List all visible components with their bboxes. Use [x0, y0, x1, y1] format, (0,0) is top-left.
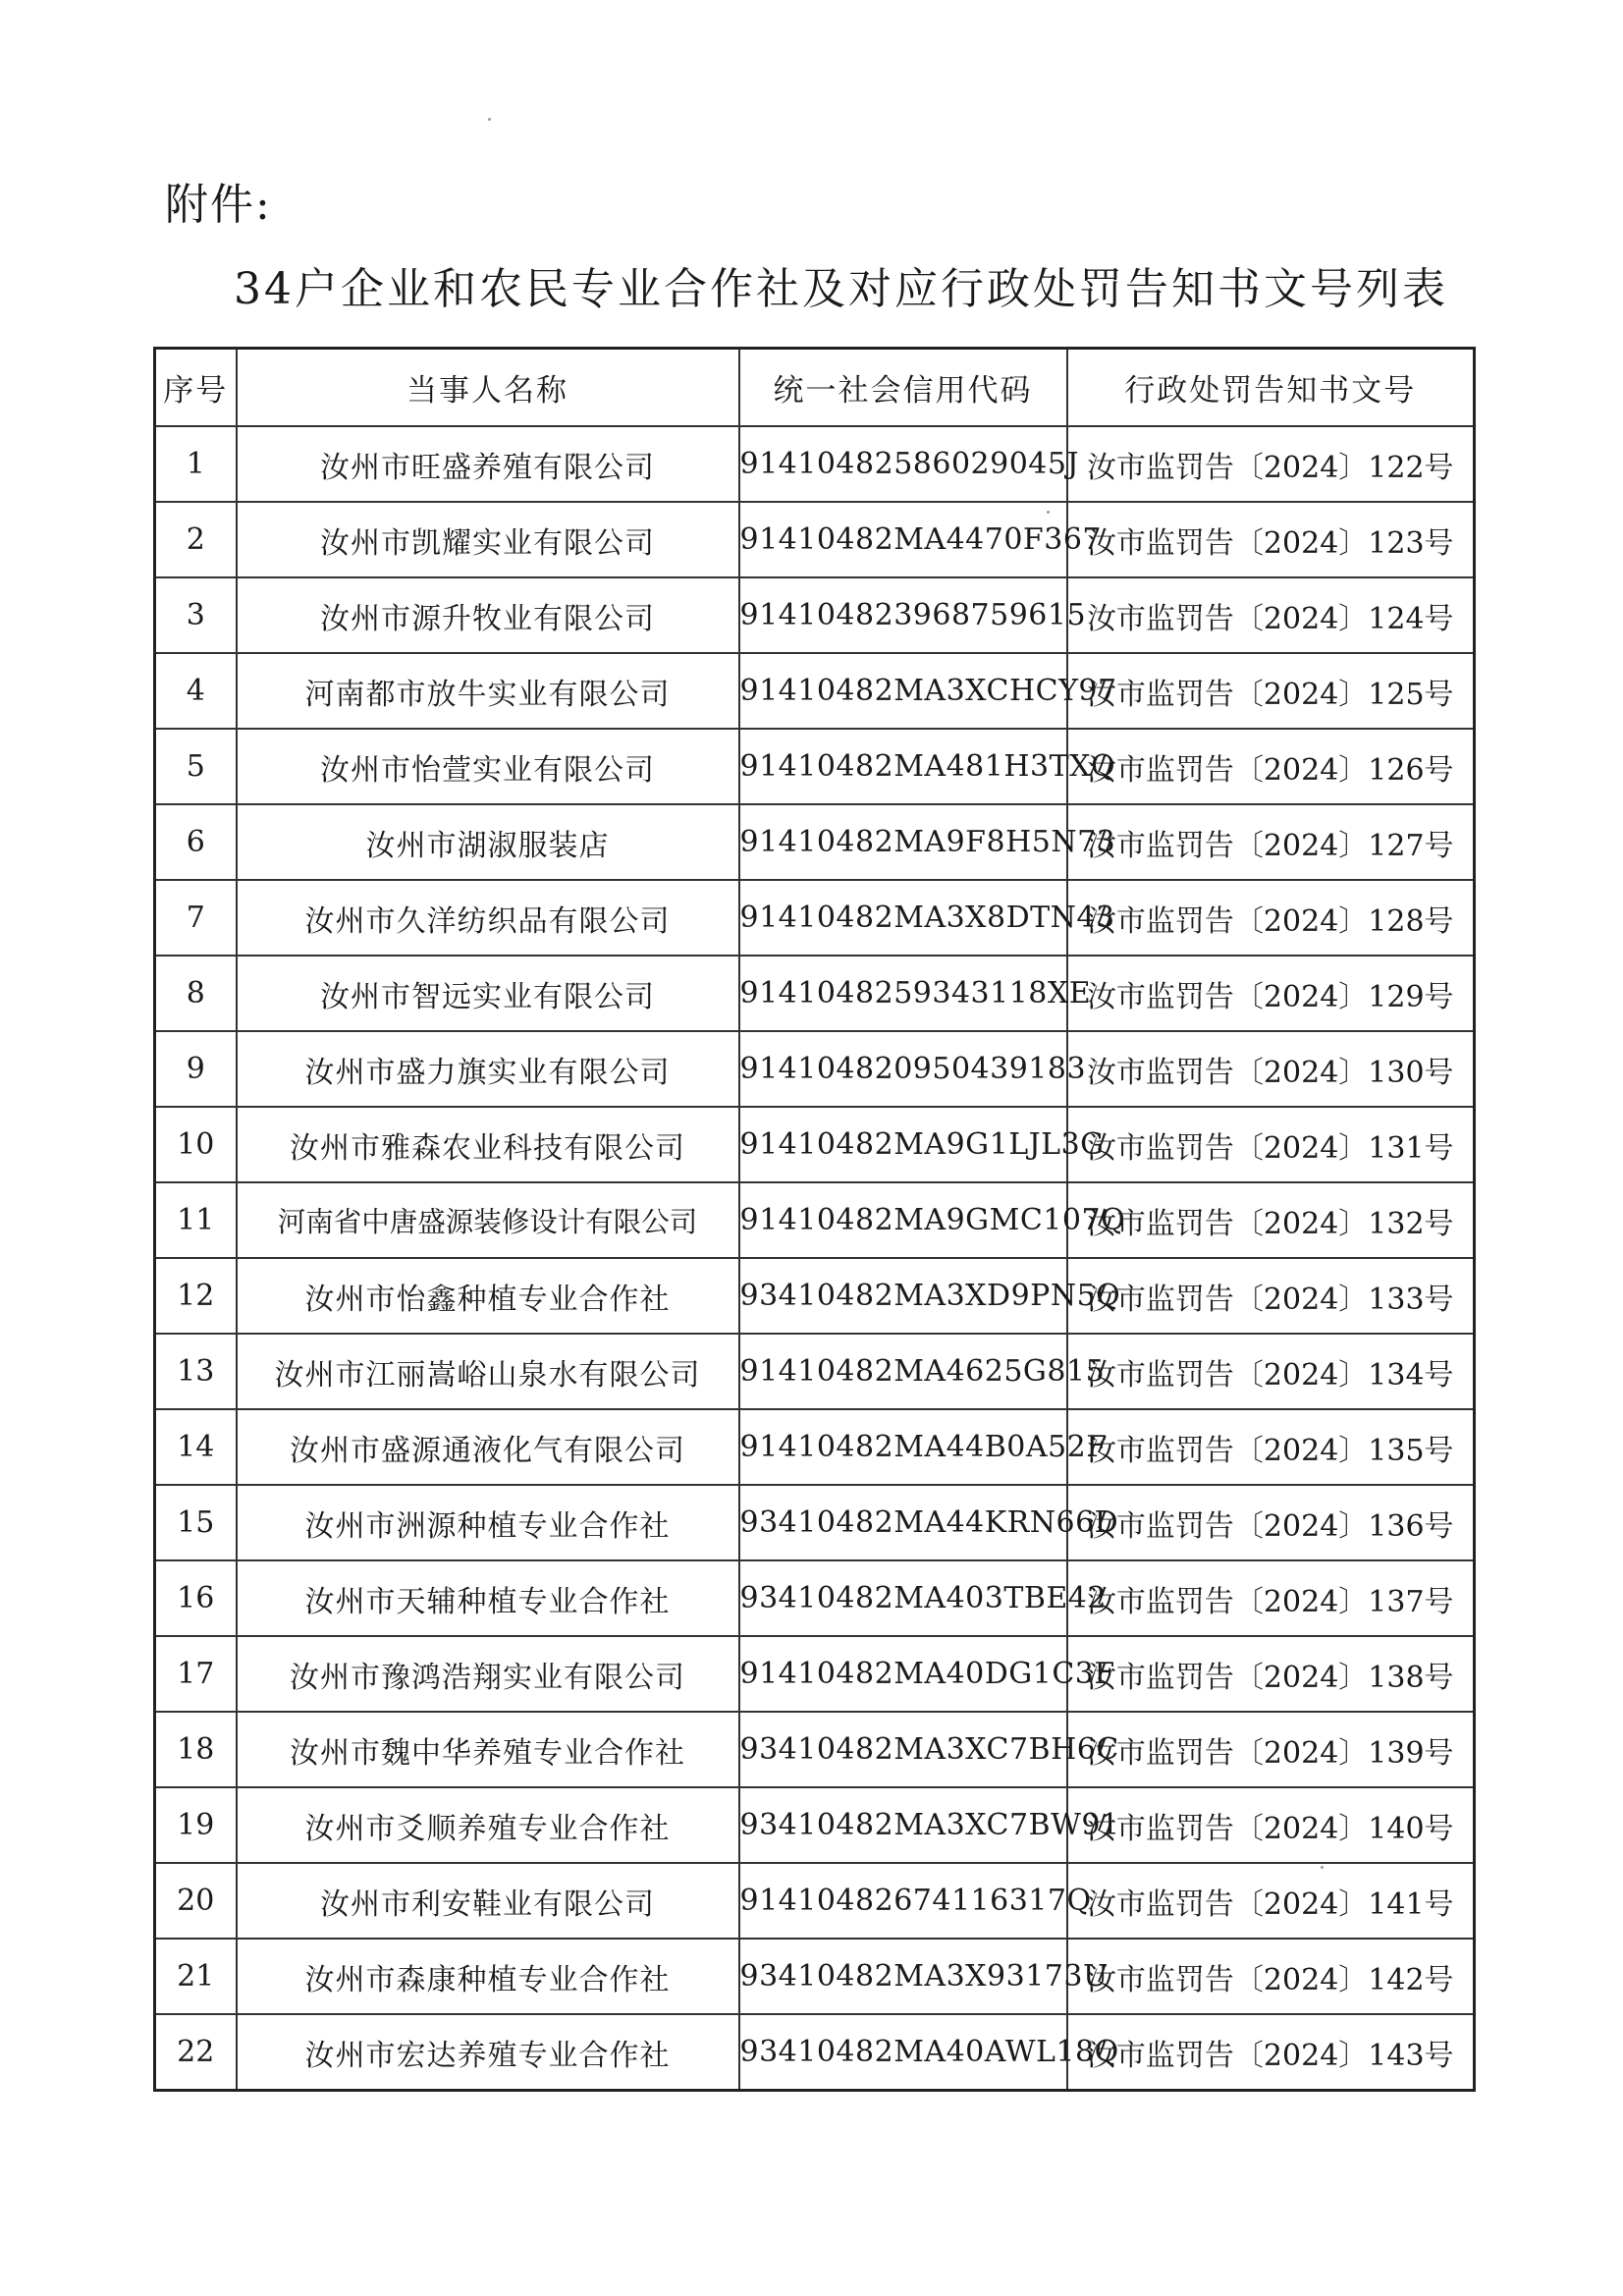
row-party-name: 汝州市爻顺养殖专业合作社 — [237, 1787, 739, 1863]
table-row — [155, 1787, 1475, 1863]
row-party-name: 汝州市江丽嵩峪山泉水有限公司 — [237, 1334, 739, 1409]
row-credit-code: 91410482MA9F8H5N73 — [739, 804, 1067, 880]
row-notice-number: 汝市监罚告〔2024〕124号 — [1067, 577, 1475, 653]
row-notice-number: 汝市监罚告〔2024〕122号 — [1067, 426, 1475, 502]
table-row — [155, 1107, 1475, 1182]
row-notice-number: 汝市监罚告〔2024〕128号 — [1067, 880, 1475, 956]
row-notice-number: 汝市监罚告〔2024〕142号 — [1067, 1939, 1475, 2014]
table-row — [155, 729, 1475, 804]
table-row — [155, 502, 1475, 577]
row-party-name: 汝州市盛源通液化气有限公司 — [237, 1409, 739, 1485]
row-seq: 18 — [155, 1712, 237, 1787]
row-credit-code: 9141048259343118XE — [739, 956, 1067, 1031]
row-notice-number: 汝市监罚告〔2024〕129号 — [1067, 956, 1475, 1031]
row-credit-code: 914104823968759615 — [739, 577, 1067, 653]
row-credit-code: 93410482MA3XC7BH6C — [739, 1712, 1067, 1787]
scan-speck — [1321, 1866, 1324, 1869]
table-row — [155, 1334, 1475, 1409]
table-row — [155, 1939, 1475, 2014]
row-party-name: 汝州市旺盛养殖有限公司 — [237, 426, 739, 502]
row-seq: 11 — [155, 1182, 237, 1258]
row-party-name: 汝州市湖淑服装店 — [237, 804, 739, 880]
table-row — [155, 1636, 1475, 1712]
row-credit-code: 91410482MA9GMC107Q — [739, 1182, 1067, 1258]
row-seq: 10 — [155, 1107, 237, 1182]
scan-speck — [488, 118, 491, 121]
header-credit-code: 统一社会信用代码 — [739, 349, 1067, 427]
header-party-name: 当事人名称 — [237, 349, 739, 427]
row-seq: 19 — [155, 1787, 237, 1863]
row-party-name: 汝州市凯耀实业有限公司 — [237, 502, 739, 577]
row-seq: 20 — [155, 1863, 237, 1939]
row-party-name: 汝州市源升牧业有限公司 — [237, 577, 739, 653]
table-row — [155, 577, 1475, 653]
row-party-name: 汝州市洲源种植专业合作社 — [237, 1485, 739, 1560]
row-party-name: 河南省中唐盛源装修设计有限公司 — [237, 1182, 739, 1258]
table-header-row — [155, 349, 1475, 427]
row-credit-code: 93410482MA3XC7BW91 — [739, 1787, 1067, 1863]
row-credit-code: 91410482MA40DG1C3F — [739, 1636, 1067, 1712]
row-party-name: 汝州市宏达养殖专业合作社 — [237, 2014, 739, 2091]
table-row — [155, 1182, 1475, 1258]
row-credit-code: 914104820950439183 — [739, 1031, 1067, 1107]
table-row — [155, 956, 1475, 1031]
row-credit-code: 91410482MA44B0A52F — [739, 1409, 1067, 1485]
row-seq: 21 — [155, 1939, 237, 2014]
table-row — [155, 1258, 1475, 1334]
row-seq: 13 — [155, 1334, 237, 1409]
row-seq: 14 — [155, 1409, 237, 1485]
table-row — [155, 1031, 1475, 1107]
row-seq: 3 — [155, 577, 237, 653]
row-seq: 15 — [155, 1485, 237, 1560]
row-notice-number: 汝市监罚告〔2024〕132号 — [1067, 1182, 1475, 1258]
row-party-name: 汝州市怡鑫种植专业合作社 — [237, 1258, 739, 1334]
row-notice-number: 汝市监罚告〔2024〕131号 — [1067, 1107, 1475, 1182]
row-seq: 17 — [155, 1636, 237, 1712]
row-credit-code: 91410482674116317Q — [739, 1863, 1067, 1939]
row-seq: 7 — [155, 880, 237, 956]
row-notice-number: 汝市监罚告〔2024〕134号 — [1067, 1334, 1475, 1409]
row-seq: 12 — [155, 1258, 237, 1334]
row-credit-code: 93410482MA403TBE42 — [739, 1560, 1067, 1636]
row-seq: 16 — [155, 1560, 237, 1636]
row-notice-number: 汝市监罚告〔2024〕133号 — [1067, 1258, 1475, 1334]
row-credit-code: 93410482MA3XD9PN5Q — [739, 1258, 1067, 1334]
row-notice-number: 汝市监罚告〔2024〕123号 — [1067, 502, 1475, 577]
table-row — [155, 653, 1475, 729]
row-seq: 1 — [155, 426, 237, 502]
table-row — [155, 1560, 1475, 1636]
row-seq: 4 — [155, 653, 237, 729]
row-notice-number: 汝市监罚告〔2024〕140号 — [1067, 1787, 1475, 1863]
row-party-name: 汝州市怡萱实业有限公司 — [237, 729, 739, 804]
scan-speck — [1047, 511, 1050, 514]
row-notice-number: 汝市监罚告〔2024〕137号 — [1067, 1560, 1475, 1636]
table-row — [155, 1712, 1475, 1787]
row-notice-number: 汝市监罚告〔2024〕136号 — [1067, 1485, 1475, 1560]
row-notice-number: 汝市监罚告〔2024〕127号 — [1067, 804, 1475, 880]
table-row — [155, 880, 1475, 956]
row-credit-code: 93410482MA44KRN66D — [739, 1485, 1067, 1560]
row-notice-number: 汝市监罚告〔2024〕141号 — [1067, 1863, 1475, 1939]
page-title: 34户企业和农民专业合作社及对应行政处罚告知书文号列表 — [234, 264, 1448, 314]
row-notice-number: 汝市监罚告〔2024〕138号 — [1067, 1636, 1475, 1712]
table-row — [155, 2014, 1475, 2091]
table-row — [155, 1485, 1475, 1560]
row-party-name: 汝州市天辅种植专业合作社 — [237, 1560, 739, 1636]
row-notice-number: 汝市监罚告〔2024〕135号 — [1067, 1409, 1475, 1485]
row-party-name: 汝州市智远实业有限公司 — [237, 956, 739, 1031]
row-seq: 22 — [155, 2014, 237, 2091]
row-party-name: 汝州市利安鞋业有限公司 — [237, 1863, 739, 1939]
row-seq: 5 — [155, 729, 237, 804]
row-party-name: 汝州市久洋纺织品有限公司 — [237, 880, 739, 956]
row-credit-code: 93410482MA3X93173U — [739, 1939, 1067, 2014]
row-credit-code: 91410482MA4625G815 — [739, 1334, 1067, 1409]
row-party-name: 汝州市豫鸿浩翔实业有限公司 — [237, 1636, 739, 1712]
row-credit-code: 91410482586029045J — [739, 426, 1067, 502]
row-notice-number: 汝市监罚告〔2024〕139号 — [1067, 1712, 1475, 1787]
row-notice-number: 汝市监罚告〔2024〕125号 — [1067, 653, 1475, 729]
row-seq: 2 — [155, 502, 237, 577]
row-seq: 9 — [155, 1031, 237, 1107]
row-party-name: 汝州市森康种植专业合作社 — [237, 1939, 739, 2014]
row-seq: 8 — [155, 956, 237, 1031]
row-party-name: 河南都市放牛实业有限公司 — [237, 653, 739, 729]
attachment-label: 附件: — [165, 180, 272, 230]
row-party-name: 汝州市盛力旗实业有限公司 — [237, 1031, 739, 1107]
row-party-name: 汝州市魏中华养殖专业合作社 — [237, 1712, 739, 1787]
header-notice-number: 行政处罚告知书文号 — [1067, 349, 1475, 427]
row-notice-number: 汝市监罚告〔2024〕143号 — [1067, 2014, 1475, 2091]
row-party-name: 汝州市雅森农业科技有限公司 — [237, 1107, 739, 1182]
table-row — [155, 804, 1475, 880]
row-seq: 6 — [155, 804, 237, 880]
table-row — [155, 426, 1475, 502]
row-credit-code: 91410482MA4470F367 — [739, 502, 1067, 577]
row-notice-number: 汝市监罚告〔2024〕126号 — [1067, 729, 1475, 804]
table-row — [155, 1409, 1475, 1485]
header-seq: 序号 — [155, 349, 237, 427]
row-credit-code: 91410482MA9G1LJL3G — [739, 1107, 1067, 1182]
table-row — [155, 1863, 1475, 1939]
row-credit-code: 91410482MA3X8DTN43 — [739, 880, 1067, 956]
row-credit-code: 91410482MA481H3TXQ — [739, 729, 1067, 804]
penalty-notice-table — [153, 347, 1476, 2092]
row-notice-number: 汝市监罚告〔2024〕130号 — [1067, 1031, 1475, 1107]
row-credit-code: 91410482MA3XCHCY97 — [739, 653, 1067, 729]
row-credit-code: 93410482MA40AWL18Q — [739, 2014, 1067, 2091]
